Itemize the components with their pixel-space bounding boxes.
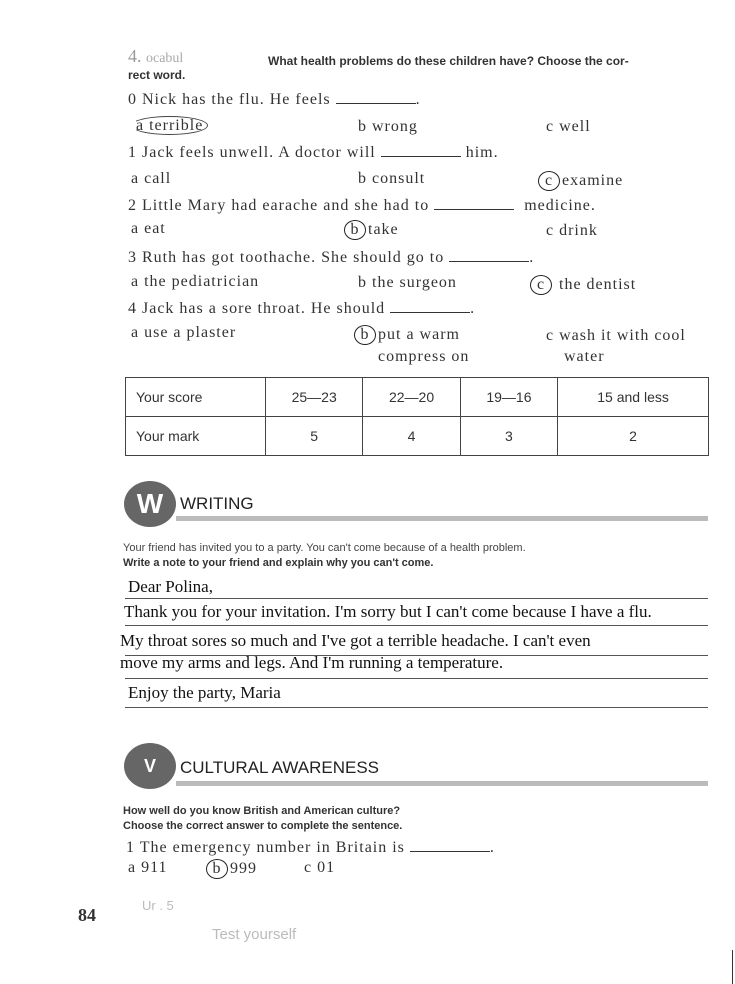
question-3: 3 Ruth has got toothache. She should go to . xyxy=(128,249,535,266)
page-number: 84 xyxy=(78,905,96,925)
scan-edge xyxy=(732,950,733,984)
option-3b[interactable]: b the surgeon xyxy=(358,274,457,291)
cultural-question: 1 The emergency number in Britain is . xyxy=(126,839,495,856)
question-2: 2 Little Mary had earache and she had to medicine. xyxy=(128,197,596,214)
question-0: 0 Nick has the flu. He feels . xyxy=(128,91,421,108)
question-4: 4 Jack has a sore throat. He should . xyxy=(128,300,476,317)
score-table xyxy=(125,377,709,456)
score-label: Your score xyxy=(126,378,266,417)
option-2b[interactable]: b take xyxy=(344,220,399,240)
option-0c[interactable]: c well xyxy=(546,118,591,135)
score-cell: 19—16 xyxy=(460,378,557,417)
cultural-task: Choose the correct answer to complete the sentence. xyxy=(123,820,403,832)
score-cell: 15 and less xyxy=(558,378,709,417)
note-line-3: My throat sores so much and I've got a terrible headache. I can't even xyxy=(120,631,591,650)
writing-rule xyxy=(176,516,708,521)
note-line-2: Thank you for your invitation. I'm sorry but I can't come because I have a flu. xyxy=(124,602,652,621)
option-1c[interactable]: c examine xyxy=(538,171,623,191)
option-0b[interactable]: b wrong xyxy=(358,118,418,135)
instruction-cont: rect word. xyxy=(128,68,186,82)
mark-cell: 3 xyxy=(460,417,557,456)
cultural-prompt: How well do you know British and American culture? xyxy=(123,805,401,817)
writing-title: WRITING xyxy=(180,494,254,513)
unit-label: Ur . 5 xyxy=(142,898,174,913)
option-4c[interactable]: c wash it with cool xyxy=(546,327,686,344)
score-cell: 25—23 xyxy=(266,378,363,417)
mark-label: Your mark xyxy=(126,417,266,456)
cultural-badge: V xyxy=(124,743,176,789)
writing-prompt: Your friend has invited you to a party. You can't come because of a health problem. xyxy=(123,542,526,554)
option-0a[interactable]: a terrible xyxy=(131,117,208,135)
option-3a[interactable]: a the pediatrician xyxy=(131,273,260,290)
score-row xyxy=(126,378,709,417)
cultural-option-c[interactable]: c 01 xyxy=(304,859,336,876)
note-line-4: move my arms and legs. And I'm running a temperature. xyxy=(120,653,504,672)
option-4b[interactable]: b put a warm xyxy=(354,325,460,345)
option-3c[interactable]: c the dentist xyxy=(530,275,636,295)
mark-cell: 2 xyxy=(558,417,709,456)
instruction: What health problems do these children have? Choose the cor- xyxy=(268,54,629,68)
option-4a[interactable]: a use a plaster xyxy=(131,324,237,341)
note-line-5: Enjoy the party, Maria xyxy=(128,683,281,702)
score-cell: 22—20 xyxy=(363,378,460,417)
option-1a[interactable]: a call xyxy=(131,170,172,187)
option-2c[interactable]: c drink xyxy=(546,222,598,239)
writing-badge: W xyxy=(124,481,176,527)
cultural-option-b[interactable]: b 999 xyxy=(206,859,257,879)
question-1: 1 Jack feels unwell. A doctor will him. xyxy=(128,144,499,161)
mark-cell: 4 xyxy=(363,417,460,456)
option-1b[interactable]: b consult xyxy=(358,170,426,187)
mark-row xyxy=(126,417,709,456)
option-2a[interactable]: a eat xyxy=(131,220,166,237)
cultural-rule xyxy=(176,781,708,786)
cultural-option-a[interactable]: a 911 xyxy=(128,859,168,876)
section-label: Test yourself xyxy=(212,926,297,943)
note-line-1: Dear Polina, xyxy=(128,577,213,596)
cultural-title: CULTURAL AWARENESS xyxy=(180,758,380,777)
writing-task: Write a note to your friend and explain why you can't come. xyxy=(123,557,434,569)
mark-cell: 5 xyxy=(266,417,363,456)
option-4b-cont: compress on xyxy=(378,348,470,365)
exercise-number: 4. ocabul xyxy=(128,46,184,66)
option-4c-cont: water xyxy=(564,348,605,365)
